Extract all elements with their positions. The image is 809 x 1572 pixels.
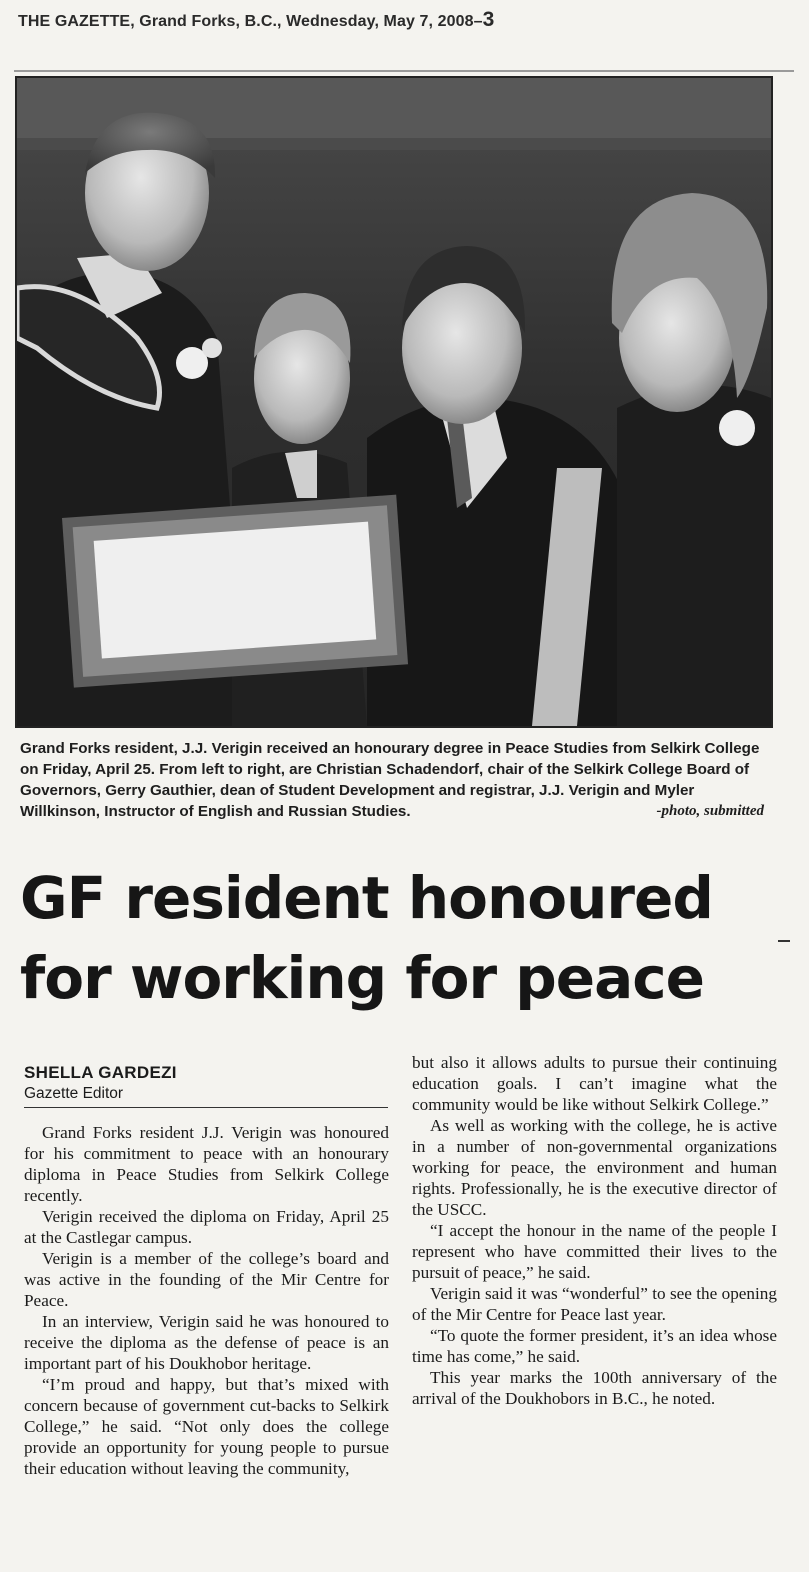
column-dash [778,940,790,942]
article-column-1 [24,1122,389,1479]
page-number: 3 [482,8,495,31]
paragraph: “I’m proud and happy, but that’s mixed with concern because of government cut-backs to Selkirk College,” he said. “Not only does the college provide an opportunity for young people to pursue their education without leaving the community, [24,1375,389,1478]
headline-line-2: for working for peace [20,944,704,1012]
byline-name: SHELLA GARDEZI [24,1063,177,1082]
masthead [18,8,494,32]
paragraph: Verigin said it was “wonderful” to see the opening of the Mir Centre for Peace last year. [412,1284,777,1324]
paragraph: As well as working with the college, he is active in a number of non-governmental organizations working for peace, the environment and human rights. Professionally, he is the executive director of the USCC. [412,1116,777,1219]
caption-text: Grand Forks resident, J.J. Verigin received an honourary degree in Peace Studies from Selkirk College on Friday, April 25. From left to right, are Christian Schadendorf, chair of the Selkirk College Board of Governors, Gerry Gauthier, dean of Student Development and registrar, J.J. Verigin and Myler Willkinson, Instructor of English and Russian Studies. [20,740,760,820]
article-column-2 [412,1052,777,1409]
byline [24,1063,177,1103]
paragraph: “I accept the honour in the name of the people I represent who have committed their lives to the pursuit of peace,” he said. [412,1221,777,1282]
paragraph: This year marks the 100th anniversary of the arrival of the Doukhobors in B.C., he noted. [412,1368,777,1408]
paragraph: Verigin is a member of the college’s board and was active in the founding of the Mir Centre for Peace. [24,1249,389,1310]
photo-image [17,78,771,726]
paragraph-continued: but also it allows adults to pursue their continuing education goals. I can’t imagine what the community would be like without Selkirk College.” [412,1053,777,1114]
news-photo [15,76,773,728]
headline [20,858,790,1018]
byline-role: Gazette Editor [24,1085,124,1102]
photo-caption [20,738,772,822]
paragraph: “To quote the former president, it’s an idea whose time has come,” he said. [412,1326,777,1366]
headline-line-1: GF resident honoured [20,864,713,932]
photo-credit: -photo, submitted [656,803,764,819]
byline-rule [24,1107,388,1108]
masthead-text: THE GAZETTE, Grand Forks, B.C., Wednesday, May 7, 2008– [18,13,483,30]
paragraph: Grand Forks resident J.J. Verigin was honoured for his commitment to peace with an honourary diploma in Peace Studies from Selkirk College recently. [24,1123,389,1205]
top-rule [14,70,794,72]
paragraph: Verigin received the diploma on Friday, April 25 at the Castlegar campus. [24,1207,389,1247]
paragraph: In an interview, Verigin said he was honoured to receive the diploma as the defense of peace is an important part of his Doukhobor heritage. [24,1312,389,1373]
